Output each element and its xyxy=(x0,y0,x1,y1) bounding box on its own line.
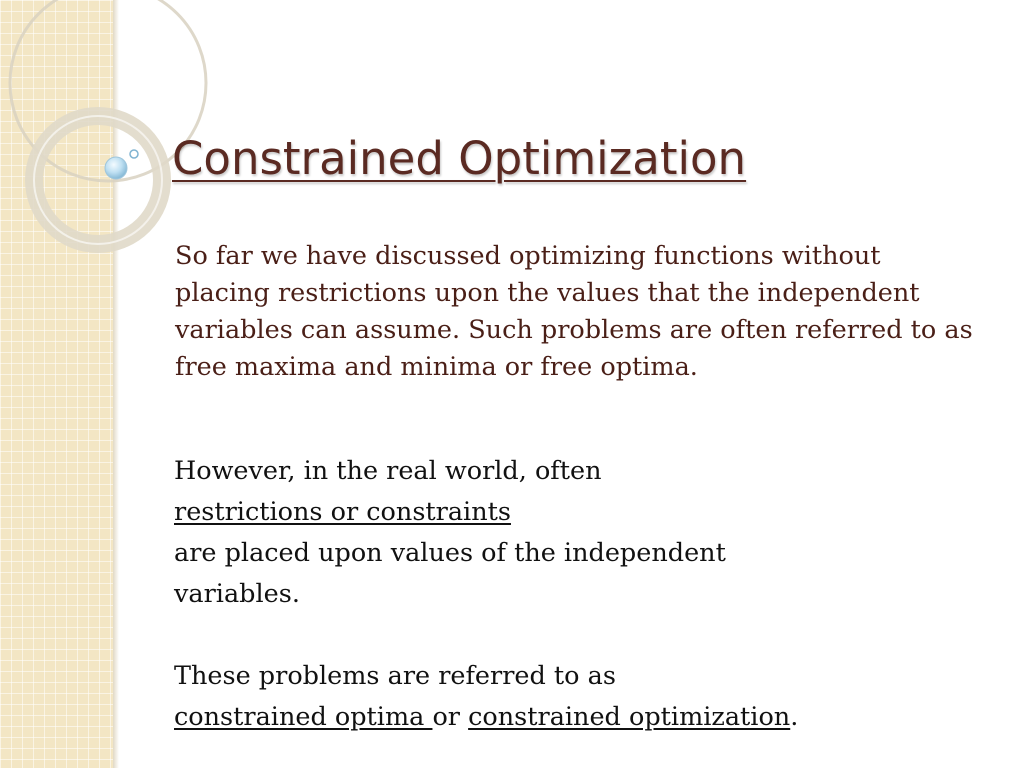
paragraph-line: These problems are referred to as xyxy=(174,661,616,691)
constrained-optima-term: constrained optima xyxy=(174,702,433,732)
paragraph-line: However, in the real world, often xyxy=(174,456,602,486)
restrictions-term: restrictions or constraints xyxy=(174,497,511,527)
paragraph-line: are placed upon values of the independent xyxy=(174,538,726,568)
connector-text: or xyxy=(432,702,469,732)
paragraph-spacer xyxy=(174,615,974,656)
paragraph-line: variables. xyxy=(174,579,300,609)
slide-title: Constrained Optimization xyxy=(172,132,747,185)
small-ring-icon xyxy=(130,150,138,158)
constrained-optimization-term: constrained optimization xyxy=(468,702,791,732)
blue-dot-icon xyxy=(105,157,127,179)
decorative-rings xyxy=(0,0,200,260)
definition-line xyxy=(174,697,974,738)
constraints-paragraph xyxy=(174,451,974,738)
intro-paragraph: So far we have discussed optimizing functions without placing restrictions upon the values that the independent variables can assume. Such problems are often referred to as free maxima and minima or free optima. xyxy=(175,241,973,382)
period-text: . xyxy=(790,702,799,732)
